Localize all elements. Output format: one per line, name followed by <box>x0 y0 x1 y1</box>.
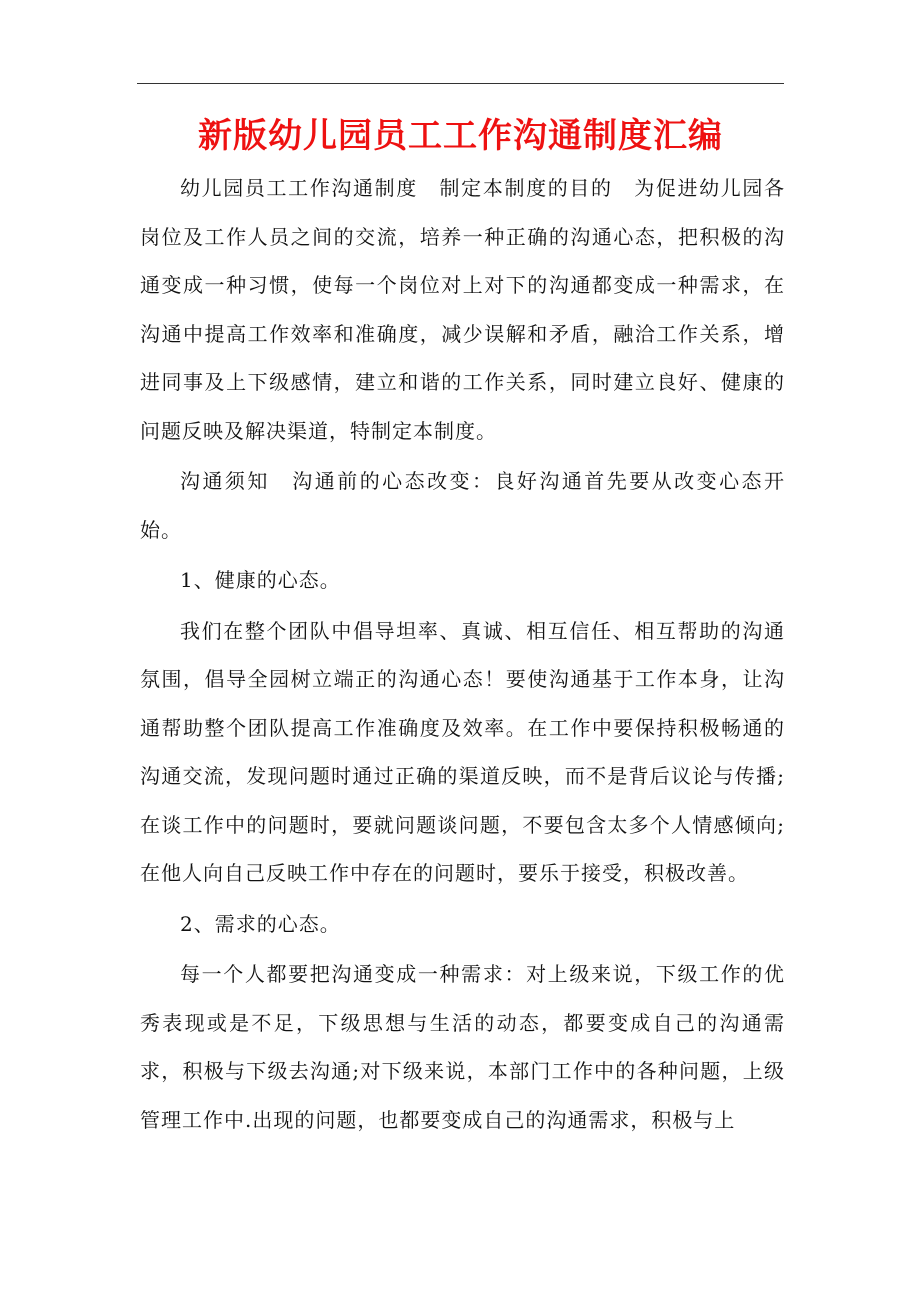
heading-healthy-mindset: 1、健康的心态。 <box>180 568 341 592</box>
document-title: 新版幼儿园员工工作沟通制度汇编 <box>198 116 723 156</box>
paragraph-intro: 幼儿园员工工作沟通制度 制定本制度的目的 为促进幼儿园各岗位及工作人员之间的交流，培养一种正确的沟通心态，把积极的沟通变成一种习惯，使每一个岗位对上对下的沟通都变成一种需求，在沟通中提高工作效率和准确度，减少误解和矛盾，融洽工作关系，增进同事及上下级感情，建立和谐的工作关系，同时建立良好、健康的问题反映及解决渠道，特制定本制度。 <box>140 176 785 443</box>
paragraph-demand-mindset: 每一个人都要把沟通变成一种需求：对上级来说，下级工作的优秀表现或是不足，下级思想与生活的动态，都要变成自己的沟通需求，积极与下级去沟通;对下级来说，本部门工作中的各种问题，上级管理工作中.出现的问题，也都要变成自己的沟通需求，积极与上 <box>140 962 785 1132</box>
heading-demand-mindset: 2、需求的心态。 <box>180 911 341 936</box>
document-body <box>140 164 785 1146</box>
paragraph-healthy-mindset: 我们在整个团队中倡导坦率、真诚、相互信任、相互帮助的沟通氛围，倡导全园树立端正的沟通心态！要使沟通基于工作本身，让沟通帮助整个团队提高工作准确度及效率。在工作中要保持积极畅通的沟通交流，发现问题时通过正确的渠道反映，而不是背后议论与传播;在谈工作中的问题时，要就问题谈问题，不要包含太多个人情感倾向;在他人向自己反映工作中存在的问题时，要乐于接受，积极改善。 <box>140 618 785 885</box>
header-rule <box>137 83 784 84</box>
paragraph-notice: 沟通须知 沟通前的心态改变：良好沟通首先要从改变心态开始。 <box>140 469 785 542</box>
